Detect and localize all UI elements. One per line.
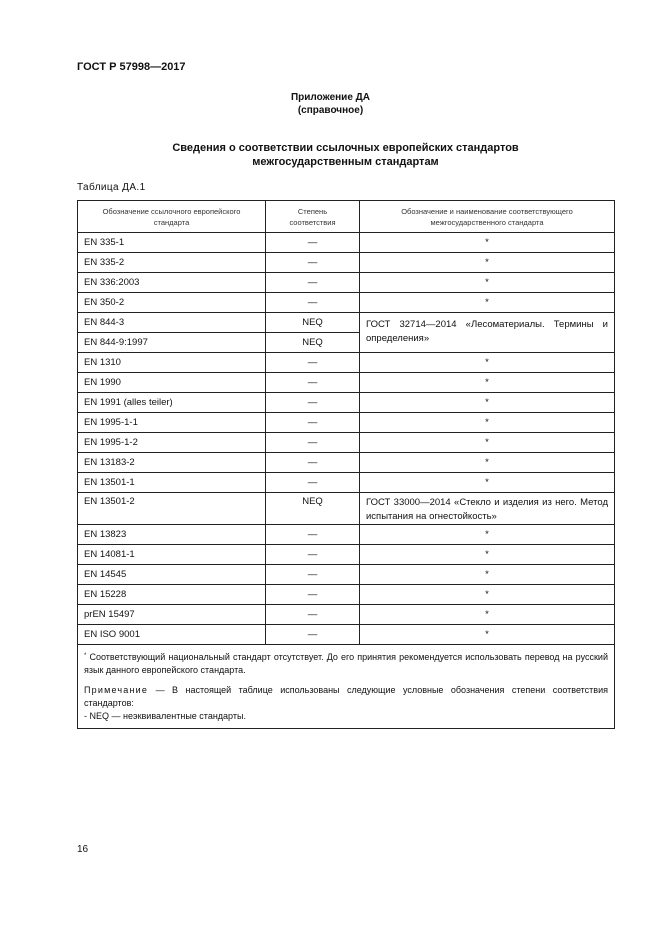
note-lead: Примечание [84,685,149,695]
table-row [78,413,615,433]
table-row [78,233,615,253]
cell-degree: — [266,393,360,413]
appendix-subtitle: (справочное) [297,105,364,116]
cell-degree: — [266,413,360,433]
column-header-reference-standard: Обозначение ссылочного европейского стандарта [78,201,266,233]
column-header-interstate-standard: Обозначение и наименование соответствующего межгосударственного стандарта [360,201,615,233]
cell-interstate-standard: * [360,625,615,645]
table-row [78,353,615,373]
table-footer-row [78,645,615,729]
page-number: 16 [77,844,89,855]
appendix-heading-line2: межгосударственным стандартам [252,156,439,168]
cell-degree: — [266,525,360,545]
cell-degree: NEQ [266,493,360,525]
cell-reference-code: EN 844-9:1997 [78,333,266,353]
table-footnote-cell [78,645,615,729]
cell-reference-code: EN 1995-1-2 [78,433,266,453]
cell-degree: — [266,253,360,273]
cell-reference-code: EN 335-1 [78,233,266,253]
table-row [78,525,615,545]
cell-reference-code: EN 1991 (alles teiler) [78,393,266,413]
cell-interstate-standard: * [360,605,615,625]
table-label: Таблица ДА.1 [77,182,146,193]
cell-interstate-standard: * [360,273,615,293]
table-row [78,433,615,453]
cell-reference-code: prEN 15497 [78,605,266,625]
footnote [84,651,608,677]
table-row [78,373,615,393]
cell-degree: — [266,293,360,313]
cell-degree: — [266,605,360,625]
cell-interstate-standard: * [360,545,615,565]
cell-reference-code: EN 14081-1 [78,545,266,565]
table-row [78,625,615,645]
cell-interstate-standard: * [360,473,615,493]
table-note [84,684,608,710]
table-row [78,493,615,525]
cell-interstate-standard: * [360,525,615,545]
document-code: ГОСТ Р 57998—2017 [77,61,186,73]
cell-reference-code: EN 13501-2 [78,493,266,525]
cell-reference-code: EN 14545 [78,565,266,585]
cell-degree: — [266,565,360,585]
cell-reference-code: EN 13823 [78,525,266,545]
cell-reference-code: EN 844-3 [78,313,266,333]
cell-degree: — [266,453,360,473]
appendix-title: Приложение ДА [290,92,371,103]
cell-interstate-standard: * [360,253,615,273]
cell-interstate-standard: * [360,565,615,585]
note-item: - NEQ — неэквивалентные стандарты. [84,711,246,721]
cell-reference-code: EN 1995-1-1 [78,413,266,433]
table-row [78,605,615,625]
cell-reference-code: EN ISO 9001 [78,625,266,645]
table-header-row [78,201,615,233]
table-row [78,585,615,605]
cell-reference-code: EN 1990 [78,373,266,393]
cell-degree: — [266,473,360,493]
table-row [78,393,615,413]
cell-degree: — [266,273,360,293]
cell-reference-code: EN 13501-1 [78,473,266,493]
cell-interstate-standard: * [360,453,615,473]
cell-degree: — [266,353,360,373]
cell-interstate-standard: ГОСТ 33000—2014 «Стекло и изделия из него. Метод испытания на огнестойкость» [360,493,615,525]
cell-reference-code: EN 335-2 [78,253,266,273]
cell-degree: — [266,625,360,645]
cell-interstate-standard: ГОСТ 32714—2014 «Лесоматериалы. Термины и определения» [360,313,615,353]
table-row [78,273,615,293]
cell-interstate-standard: * [360,233,615,253]
table-row [78,313,615,333]
cell-degree: — [266,373,360,393]
table-row [78,545,615,565]
cell-reference-code: EN 350-2 [78,293,266,313]
cell-interstate-standard: * [360,413,615,433]
cell-interstate-standard: * [360,353,615,373]
cell-reference-code: EN 13183-2 [78,453,266,473]
table-row [78,293,615,313]
table-row [78,453,615,473]
cell-interstate-standard: * [360,293,615,313]
cell-reference-code: EN 15228 [78,585,266,605]
cell-reference-code: EN 336:2003 [78,273,266,293]
table-row [78,253,615,273]
footnote-text: Соответствующий национальный стандарт отсутствует. До его принятия рекомендуется использовать перевод на русский язык данного европейского стандарта. [84,652,608,675]
cell-degree: — [266,545,360,565]
column-header-degree: Степень соответствия [266,201,360,233]
note-text: — В настоящей таблице использованы следующие условные обозначения степени соответствия стандартов: [84,685,608,708]
cell-degree: — [266,233,360,253]
footnote-mark: * [84,653,87,659]
cell-interstate-standard: * [360,433,615,453]
cell-reference-code: EN 1310 [78,353,266,373]
appendix-heading-line1: Сведения о соответствии ссылочных европейских стандартов [172,142,519,154]
cell-interstate-standard: * [360,393,615,413]
cell-degree: — [266,585,360,605]
cell-interstate-standard: * [360,585,615,605]
table-row [78,565,615,585]
correspondence-table [77,200,615,729]
cell-degree: — [266,433,360,453]
table-row [78,473,615,493]
cell-degree: NEQ [266,313,360,333]
cell-degree: NEQ [266,333,360,353]
cell-interstate-standard: * [360,373,615,393]
